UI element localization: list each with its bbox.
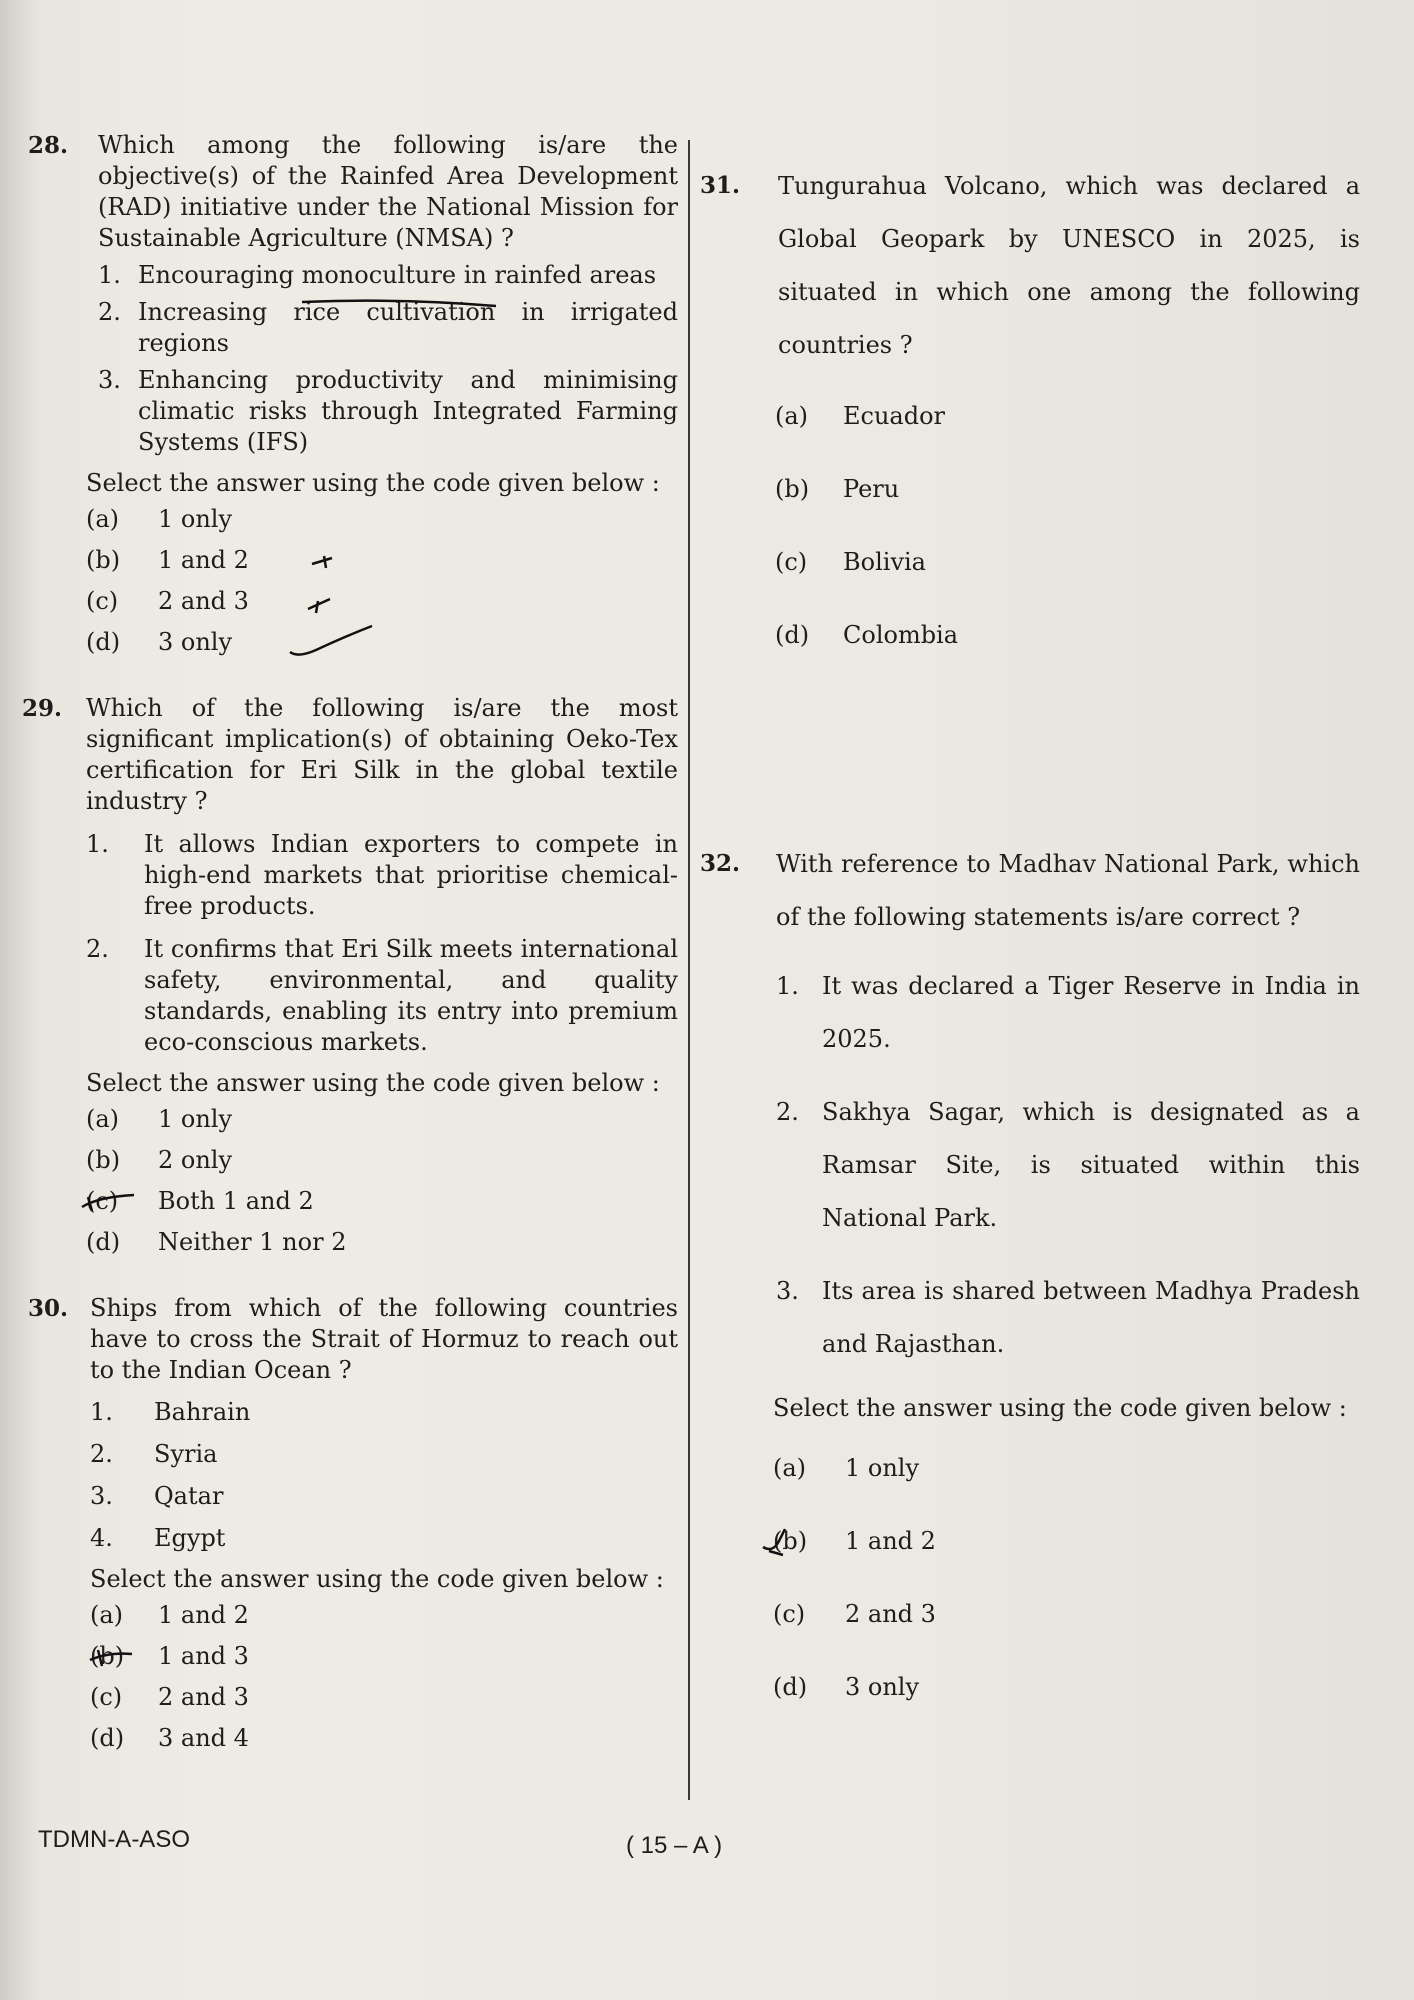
option-a[interactable] bbox=[90, 1595, 678, 1636]
option-label: (a) bbox=[86, 1105, 120, 1133]
question-30 bbox=[28, 1293, 678, 1759]
statement bbox=[90, 1480, 678, 1512]
statement-number: 2. bbox=[90, 1440, 113, 1468]
option-a[interactable] bbox=[86, 499, 678, 540]
option-text: 1 only bbox=[845, 1454, 920, 1482]
statement-text: It allows Indian exporters to compete in high-end markets that prioritise chemical-free products. bbox=[144, 830, 678, 920]
option-a[interactable] bbox=[775, 380, 1360, 453]
statement bbox=[776, 1265, 1360, 1371]
option-b[interactable] bbox=[775, 453, 1360, 526]
statement-text: Encouraging monoculture in rainfed areas bbox=[138, 261, 657, 289]
option-text: Peru bbox=[843, 475, 900, 503]
option-label: (a) bbox=[90, 1601, 124, 1629]
statement bbox=[90, 1438, 678, 1470]
option-label: (b) bbox=[86, 1146, 121, 1174]
statement-text: It confirms that Eri Silk meets international safety, environmental, and quality standards, enabling its entry into premium eco-conscious markets. bbox=[144, 935, 678, 1056]
option-d[interactable] bbox=[90, 1718, 678, 1759]
right-column bbox=[700, 160, 1360, 1754]
select-instruction: Select the answer using the code given below : bbox=[86, 469, 660, 497]
option-text: Bolivia bbox=[843, 548, 926, 576]
statement bbox=[776, 960, 1360, 1066]
option-d[interactable] bbox=[86, 622, 678, 663]
option-c[interactable] bbox=[90, 1677, 678, 1718]
option-text: Neither 1 nor 2 bbox=[158, 1228, 347, 1256]
option-text: Ecuador bbox=[843, 402, 946, 430]
statement-text: Increasing rice cultivation in irrigated regions bbox=[138, 298, 678, 357]
left-column bbox=[22, 130, 678, 1789]
option-text: 3 only bbox=[158, 628, 233, 656]
pen-check-mark bbox=[286, 622, 376, 662]
question-31 bbox=[700, 160, 1360, 672]
option-label: (c) bbox=[86, 587, 119, 615]
pen-strike-mark bbox=[78, 1189, 138, 1215]
paper-code: TDMN-A-ASO bbox=[38, 1826, 190, 1853]
option-text: 1 and 3 bbox=[158, 1642, 249, 1670]
question-text: Tungurahua Volcano, which was declared a Global Geopark by UNESCO in 2025, is situated in which one among the following countries ? bbox=[778, 172, 1360, 359]
option-label: (d) bbox=[773, 1673, 808, 1701]
statement bbox=[98, 260, 678, 291]
question-number: 31. bbox=[700, 172, 741, 199]
question-text: Which of the following is/are the most significant implication(s) of obtaining Oeko-Tex certification for Eri Silk in the global textile industry ? bbox=[86, 694, 678, 815]
option-c[interactable] bbox=[775, 526, 1360, 599]
option-b[interactable] bbox=[90, 1636, 678, 1677]
option-text: 1 only bbox=[158, 1105, 233, 1133]
option-label: (b) bbox=[773, 1527, 808, 1555]
pen-strike-mark bbox=[86, 1644, 136, 1670]
statement-text: It was declared a Tiger Reserve in India in 2025. bbox=[822, 972, 1360, 1053]
statement-number: 1. bbox=[86, 830, 109, 858]
option-b[interactable] bbox=[86, 540, 678, 581]
option-label: (b) bbox=[775, 475, 810, 503]
option-text: Colombia bbox=[843, 621, 959, 649]
option-label: (c) bbox=[90, 1683, 123, 1711]
statement-number: 3. bbox=[90, 1482, 113, 1510]
question-text: Ships from which of the following countries have to cross the Strait of Hormuz to reach out to the Indian Ocean ? bbox=[90, 1294, 678, 1384]
select-instruction: Select the answer using the code given below : bbox=[86, 1069, 660, 1097]
question-number: 29. bbox=[22, 695, 63, 722]
option-text: 2 only bbox=[158, 1146, 233, 1174]
option-label: (b) bbox=[90, 1642, 125, 1670]
statement-number: 1. bbox=[90, 1398, 113, 1426]
page-number: ( 15 – A ) bbox=[626, 1832, 723, 1859]
option-text: 1 only bbox=[158, 505, 233, 533]
question-text: Which among the following is/are the objective(s) of the Rainfed Area Development (RAD) initiative under the National Mission for Sustainable Agriculture (NMSA) ? bbox=[98, 131, 678, 252]
option-c[interactable] bbox=[86, 581, 678, 622]
option-text: 2 and 3 bbox=[158, 587, 249, 615]
statement-number: 1. bbox=[98, 261, 121, 289]
option-d[interactable] bbox=[86, 1222, 678, 1263]
statement-number: 2. bbox=[86, 935, 109, 963]
statement bbox=[90, 1396, 678, 1428]
statement-text: Bahrain bbox=[154, 1398, 251, 1426]
pen-tick-mark bbox=[304, 591, 334, 615]
statement-number: 3. bbox=[776, 1277, 799, 1305]
option-label: (c) bbox=[86, 1187, 119, 1215]
option-label: (c) bbox=[773, 1600, 806, 1628]
option-text: 1 and 2 bbox=[845, 1527, 936, 1555]
option-a[interactable] bbox=[773, 1432, 1360, 1505]
select-instruction: Select the answer using the code given below : bbox=[90, 1565, 664, 1593]
question-29 bbox=[22, 693, 678, 1263]
question-text: With reference to Madhav National Park, which of the following statements is/are correct ? bbox=[776, 850, 1360, 931]
option-label: (a) bbox=[86, 505, 120, 533]
question-number: 30. bbox=[28, 1295, 69, 1322]
option-label: (a) bbox=[773, 1454, 807, 1482]
statement-text: Qatar bbox=[154, 1482, 224, 1510]
option-text: 2 and 3 bbox=[158, 1683, 249, 1711]
statement bbox=[98, 365, 678, 458]
statement bbox=[776, 1086, 1360, 1245]
option-c[interactable] bbox=[773, 1578, 1360, 1651]
statement-number: 2. bbox=[98, 298, 121, 326]
option-a[interactable] bbox=[86, 1099, 678, 1140]
statement bbox=[86, 829, 678, 922]
statement-number: 3. bbox=[98, 366, 121, 394]
option-text: 3 and 4 bbox=[158, 1724, 249, 1752]
option-text: 1 and 2 bbox=[158, 546, 249, 574]
statement-number: 2. bbox=[776, 1098, 799, 1126]
statement bbox=[90, 1522, 678, 1554]
option-label: (a) bbox=[775, 402, 809, 430]
question-number: 32. bbox=[700, 850, 741, 877]
statement-text: Egypt bbox=[154, 1524, 226, 1552]
option-b[interactable] bbox=[86, 1140, 678, 1181]
option-c[interactable] bbox=[86, 1181, 678, 1222]
statement-number: 4. bbox=[90, 1524, 113, 1552]
question-32 bbox=[700, 838, 1360, 1724]
select-instruction: Select the answer using the code given below : bbox=[773, 1394, 1347, 1422]
option-label: (d) bbox=[86, 1228, 121, 1256]
statement-text: Syria bbox=[154, 1440, 218, 1468]
statement-text: Its area is shared between Madhya Pradesh and Rajasthan. bbox=[822, 1277, 1360, 1358]
option-b[interactable] bbox=[773, 1505, 1360, 1578]
option-d[interactable] bbox=[773, 1651, 1360, 1724]
column-divider bbox=[688, 140, 690, 1800]
option-label: (d) bbox=[775, 621, 810, 649]
question-28 bbox=[28, 130, 678, 663]
option-label: (c) bbox=[775, 548, 808, 576]
option-label: (d) bbox=[86, 628, 121, 656]
pen-underline-mark bbox=[300, 296, 500, 310]
pen-tick-mark bbox=[308, 550, 338, 572]
question-number: 28. bbox=[28, 132, 69, 159]
option-text: 3 only bbox=[845, 1673, 920, 1701]
option-text: Both 1 and 2 bbox=[158, 1187, 314, 1215]
option-d[interactable] bbox=[775, 599, 1360, 672]
statement-number: 1. bbox=[776, 972, 799, 1000]
statement-text: Sakhya Sagar, which is designated as a Ramsar Site, is situated within this National Park. bbox=[822, 1098, 1360, 1232]
option-text: 1 and 2 bbox=[158, 1601, 249, 1629]
option-text: 2 and 3 bbox=[845, 1600, 936, 1628]
option-label: (d) bbox=[90, 1724, 125, 1752]
statement-text: Enhancing productivity and minimising climatic risks through Integrated Farming Systems (IFS) bbox=[138, 366, 678, 456]
statement bbox=[86, 934, 678, 1058]
pen-strike-mark bbox=[759, 1525, 799, 1557]
option-label: (b) bbox=[86, 546, 121, 574]
